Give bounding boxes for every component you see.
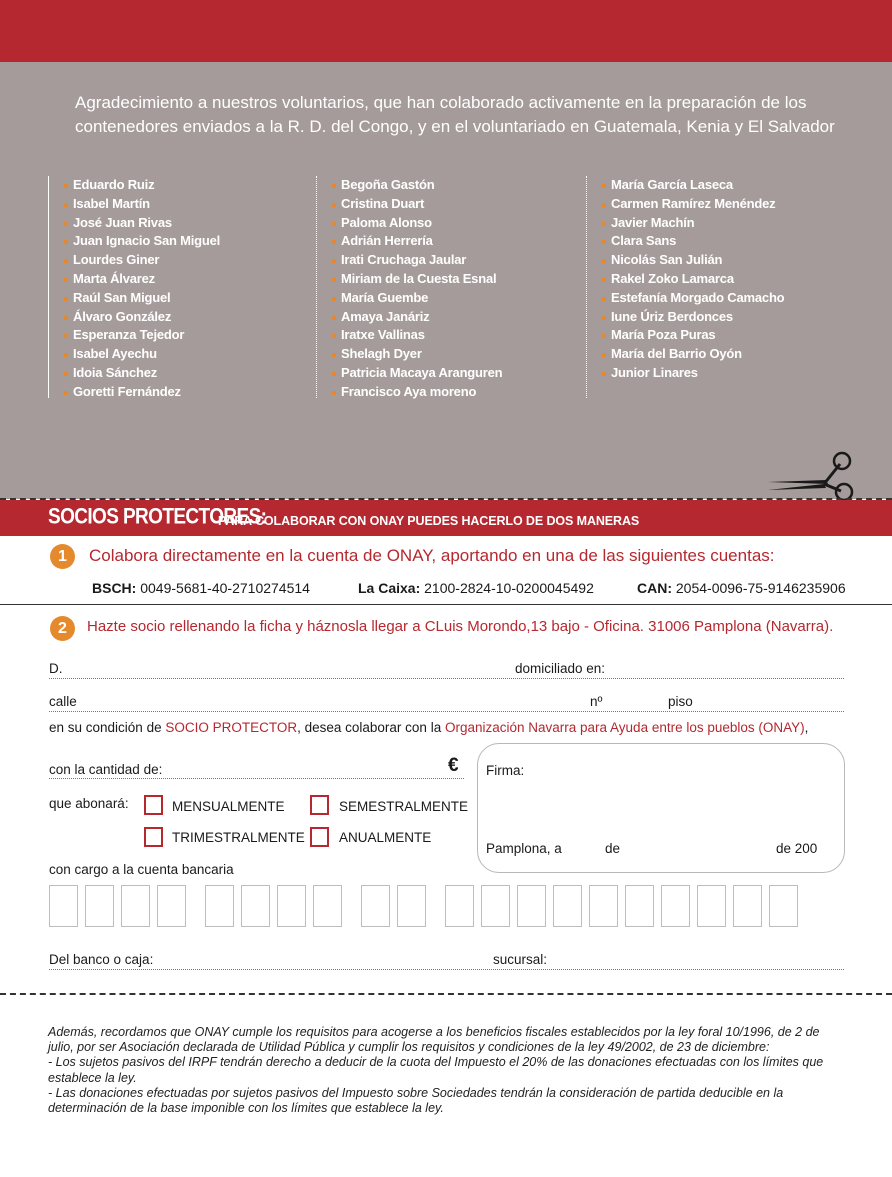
cuenta-label: con cargo a la cuenta bancaria	[49, 862, 234, 877]
fiscal-note-sociedades: - Las donaciones efectuadas por sujetos pasivos del Impuesto sobre Sociedades tendrán la consideración de partida deducible en la determinación de la base imponible con los límites que establece la ley.	[48, 1085, 784, 1116]
volunteer-name: Esperanza Tejedor	[73, 326, 220, 345]
volunteer-name: José Juan Rivas	[73, 214, 220, 233]
numero-label: nº	[590, 694, 603, 709]
trimestralmente-checkbox[interactable]	[144, 827, 163, 847]
intro-text: Agradecimiento a nuestros voluntarios, que han colaborado activamente en la preparación de los contenedores enviados a la R. D. del Congo, y en el voluntariado en Guatemala, Kenia y El Salvador	[75, 93, 835, 136]
volunteer-name: Begoña Gastón	[341, 176, 502, 195]
account-digit-box[interactable]	[553, 885, 582, 927]
socios-subtitle: PARA COLABORAR CON ONAY PUEDES HACERLO DE DOS MANERAS	[218, 514, 640, 528]
account-number: 2100-2824-10-0200045492	[424, 580, 594, 596]
volunteer-name: Raúl San Miguel	[73, 289, 220, 308]
trimestralmente-label: TRIMESTRALMENTE	[172, 830, 305, 845]
volunteer-name: Idoia Sánchez	[73, 364, 220, 383]
account-digit-box[interactable]	[733, 885, 762, 927]
volunteer-name: Nicolás San Julián	[611, 251, 784, 270]
volunteer-name: Amaya Janáriz	[341, 308, 502, 327]
volunteers-column-3	[586, 176, 784, 398]
account-digit-box[interactable]	[481, 885, 510, 927]
domicilio-label: domiciliado en:	[515, 661, 606, 676]
address-field[interactable]	[49, 711, 844, 712]
condition-part2: , desea colaborar con la	[297, 720, 445, 735]
account-can	[637, 580, 846, 596]
volunteer-name: Iune Úriz Berdonces	[611, 308, 784, 327]
condition-text	[49, 720, 808, 735]
account-digit-box[interactable]	[241, 885, 270, 927]
name-field[interactable]	[49, 678, 844, 679]
volunteer-name: Juan Ignacio San Miguel	[73, 232, 220, 251]
volunteer-name: Shelagh Dyer	[341, 345, 502, 364]
account-digit-box[interactable]	[361, 885, 390, 927]
account-digit-box[interactable]	[49, 885, 78, 927]
organization-name: Organización Navarra para Ayuda entre los pueblos (ONAY)	[444, 720, 805, 735]
account-digit-box[interactable]	[625, 885, 654, 927]
calle-label: calle	[49, 694, 77, 709]
account-digit-box[interactable]	[697, 885, 726, 927]
account-bank-label: CAN:	[637, 580, 672, 596]
sucursal-label: sucursal:	[493, 952, 548, 967]
account-number: 2054-0096-75-9146235906	[675, 580, 846, 596]
volunteer-name: Isabel Martín	[73, 195, 220, 214]
fiscal-note-intro: Además, recordamos que ONAY cumple los requisitos para acogerse a los beneficios fiscales establecidos por la ley foral 10/1996, de 2 de julio, por ser Asociación declarada de Utilidad Pública y cumplir los requisitos y condiciones de la ley 49/2002, de 23 de diciembre:	[48, 1025, 820, 1055]
volunteer-name: Isabel Ayechu	[73, 345, 220, 364]
account-digit-box[interactable]	[157, 885, 186, 927]
volunteer-name: María García Laseca	[611, 176, 784, 195]
volunteer-name: María Poza Puras	[611, 326, 784, 345]
account-digit-box[interactable]	[85, 885, 114, 927]
account-lacaixa	[358, 580, 594, 596]
volunteer-name: María Guembe	[341, 289, 502, 308]
piso-label: piso	[668, 694, 693, 709]
account-digit-box[interactable]	[769, 885, 798, 927]
account-digit-box[interactable]	[589, 885, 618, 927]
account-number: 0049-5681-40-2710274514	[140, 580, 310, 596]
anualmente-label: ANUALMENTE	[339, 830, 432, 845]
volunteer-name: Álvaro González	[73, 308, 220, 327]
volunteer-name: Javier Machín	[611, 214, 784, 233]
euro-symbol: €	[448, 755, 459, 776]
volunteer-name: Eduardo Ruiz	[73, 176, 220, 195]
account-digit-box[interactable]	[205, 885, 234, 927]
mensualmente-checkbox[interactable]	[144, 795, 163, 815]
volunteer-name: Cristina Duart	[341, 195, 502, 214]
date-year-label: de 200	[776, 841, 818, 856]
volunteers-column-1	[48, 176, 220, 398]
cantidad-label: con la cantidad de:	[49, 762, 163, 777]
condition-part3: ,	[804, 720, 809, 735]
volunteer-name: Iratxe Vallinas	[341, 326, 502, 345]
fiscal-note	[48, 1025, 848, 1116]
top-red-band	[0, 0, 892, 62]
account-bank-label: BSCH:	[92, 580, 137, 596]
cut-line-bottom	[0, 993, 892, 995]
volunteer-name: Goretti Fernández	[73, 383, 220, 402]
banco-label: Del banco o caja:	[49, 952, 154, 967]
volunteers-column-2	[316, 176, 502, 398]
volunteer-name: Patricia Macaya Aranguren	[341, 364, 502, 383]
d-label: D.	[49, 661, 63, 676]
volunteer-name: Adrián Herrería	[341, 232, 502, 251]
amount-field[interactable]	[49, 778, 464, 779]
account-digit-box[interactable]	[517, 885, 546, 927]
option-2-text: Hazte socio rellenando la ficha y háznosla llegar a CLuis Morondo,13 bajo - Oficina. 31006 Pamplona (Navarra).	[87, 618, 834, 635]
volunteer-name: Marta Álvarez	[73, 270, 220, 289]
account-digit-box[interactable]	[397, 885, 426, 927]
option-1-badge: 1	[50, 544, 75, 569]
section-divider	[0, 604, 892, 605]
account-digit-box[interactable]	[661, 885, 690, 927]
socios-title: SOCIOS PROTECTORES:	[48, 505, 267, 530]
anualmente-checkbox[interactable]	[310, 827, 329, 847]
volunteer-name: Clara Sans	[611, 232, 784, 251]
firma-label: Firma:	[486, 763, 525, 778]
volunteer-name: Estefanía Morgado Camacho	[611, 289, 784, 308]
option-2-badge: 2	[50, 616, 75, 641]
fiscal-note-irpf: - Los sujetos pasivos del IRPF tendrán derecho a deducir de la cuota del Impuesto el 20% de las donaciones efectuadas con los límites que establece la ley.	[48, 1055, 824, 1085]
account-digit-box[interactable]	[277, 885, 306, 927]
socio-protector-text: SOCIO PROTECTOR	[165, 720, 298, 735]
volunteer-name: Paloma Alonso	[341, 214, 502, 233]
pamplona-label: Pamplona, a	[486, 841, 562, 856]
semestralmente-checkbox[interactable]	[310, 795, 329, 815]
volunteer-name: Lourdes Giner	[73, 251, 220, 270]
bank-field[interactable]	[49, 969, 844, 970]
scissors-icon	[766, 450, 856, 502]
volunteer-name: Francisco Aya moreno	[341, 383, 502, 402]
account-bsch	[92, 580, 310, 596]
abonara-label: que abonará:	[49, 796, 129, 811]
volunteer-name: Carmen Ramírez Menéndez	[611, 195, 784, 214]
date-de-label: de	[605, 841, 621, 856]
volunteer-name: Miriam de la Cuesta Esnal	[341, 270, 502, 289]
volunteer-name: Junior Linares	[611, 364, 784, 383]
account-digit-box[interactable]	[313, 885, 342, 927]
account-bank-label: La Caixa:	[358, 580, 421, 596]
volunteer-name: María del Barrio Oyón	[611, 345, 784, 364]
condition-part1: en su condición de	[49, 720, 166, 735]
option-1-text: Colabora directamente en la cuenta de ONAY, aportando en una de las siguientes cuentas:	[89, 546, 775, 565]
mensualmente-label: MENSUALMENTE	[172, 799, 285, 814]
account-digit-box[interactable]	[121, 885, 150, 927]
account-digit-box[interactable]	[445, 885, 474, 927]
semestralmente-label: SEMESTRALMENTE	[339, 799, 469, 814]
volunteer-name: Rakel Zoko Lamarca	[611, 270, 784, 289]
volunteer-name: Irati Cruchaga Jaular	[341, 251, 502, 270]
